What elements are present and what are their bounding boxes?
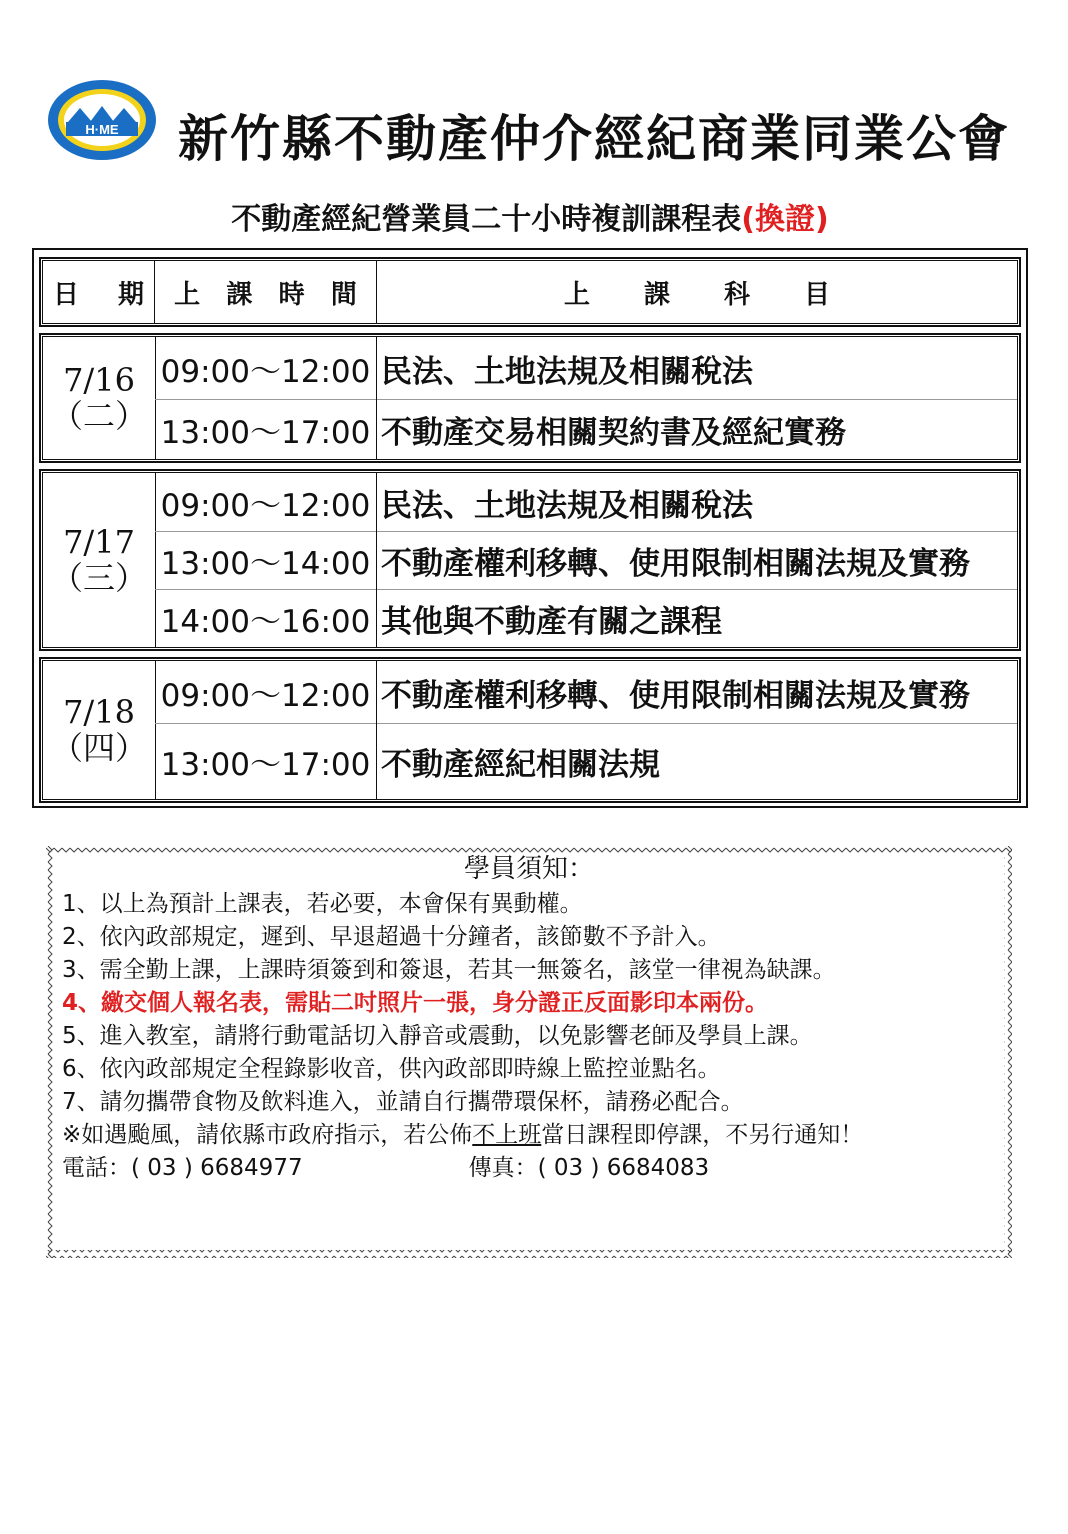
date-label: 7/16 <box>63 361 135 399</box>
header-time <box>155 261 377 323</box>
weekday-label: （四） <box>50 729 147 767</box>
date-cell <box>43 473 156 647</box>
table-row <box>155 399 1017 459</box>
table-row <box>155 589 1017 647</box>
session-time: 09:00～12:00 <box>155 661 377 723</box>
table-row <box>155 531 1017 589</box>
weekday-label: （二） <box>50 397 147 435</box>
date-label: 7/17 <box>63 523 135 561</box>
notice-item: 6、依內政部規定全程錄影收音，供內政部即時線上監控並點名。 <box>62 1056 721 1082</box>
org-title: 新竹縣不動產仲介經紀商業同業公會 <box>178 110 1010 168</box>
association-house-logo-icon <box>46 78 158 162</box>
session-subject: 其他與不動產有關之課程 <box>381 603 722 640</box>
notice-item: 5、進入教室，請將行動電話切入靜音或震動，以免影響老師及學員上課。 <box>62 1023 813 1049</box>
header-time-char: 上 <box>174 279 201 310</box>
typhoon-notice <box>62 1119 863 1152</box>
header-subject-char: 上 <box>563 279 590 310</box>
header-date <box>43 261 155 323</box>
date-cell <box>43 337 156 459</box>
session-subject: 民法、土地法規及相關稅法 <box>381 353 753 390</box>
schedule-table <box>32 248 1028 808</box>
notice-item: 1、以上為預計上課表，若必要，本會保有異動權。 <box>62 891 583 917</box>
session-subject: 不動產經紀相關法規 <box>381 746 660 783</box>
subtitle-red-text: (換證) <box>741 202 829 237</box>
header-date-char: 日 <box>53 279 80 310</box>
header-time-char: 間 <box>330 279 357 310</box>
notice-title: 學員須知： <box>463 854 594 884</box>
session-time: 09:00～12:00 <box>155 337 377 399</box>
header-subject-char: 科 <box>723 279 750 310</box>
notice-item-highlight: 4、繳交個人報名表，需貼二吋照片一張，身分證正反面影印本兩份。 <box>62 990 769 1016</box>
page-title <box>0 198 1060 242</box>
header-subject <box>377 261 1017 323</box>
session-time: 13:00～17:00 <box>155 399 377 459</box>
session-time: 13:00～17:00 <box>155 723 377 799</box>
weekday-label: （三） <box>50 559 147 597</box>
typhoon-text: ※如遇颱風，請依縣市政府指示，若公佈 <box>62 1122 473 1148</box>
notice-item: 2、依內政部規定，遲到、早退超過十分鐘者，該節數不予計入。 <box>62 924 721 950</box>
table-header-row <box>40 258 1020 326</box>
typhoon-text: 當日課程即停課，不另行通知！ <box>541 1122 864 1148</box>
session-time: 13:00～14:00 <box>155 531 377 589</box>
fax-number: 傳真：( 03 ) 6684083 <box>468 1155 710 1181</box>
logo-text: H·ME <box>85 122 119 137</box>
date-cell <box>43 661 156 799</box>
day-block-0716 <box>40 334 1020 462</box>
table-row <box>155 473 1017 531</box>
header-date-char: 期 <box>117 279 144 310</box>
notice-item: 7、請勿攜帶食物及飲料進入，並請自行攜帶環保杯，請務必配合。 <box>62 1089 744 1115</box>
header-time-char: 課 <box>226 279 253 310</box>
notice-item: 3、需全勤上課，上課時須簽到和簽退，若其一無簽名，該堂一律視為缺課。 <box>62 957 836 983</box>
session-subject: 不動產交易相關契約書及經紀實務 <box>381 414 846 451</box>
table-row <box>155 723 1017 799</box>
typhoon-underlined: 不上班 <box>472 1122 542 1148</box>
day-block-0717 <box>40 470 1020 650</box>
session-subject: 不動產權利移轉、使用限制相關法規及實務 <box>381 677 970 714</box>
session-time: 14:00～16:00 <box>155 589 377 647</box>
header-time-char: 時 <box>278 279 305 310</box>
notice-box <box>46 846 1012 1258</box>
session-subject: 民法、土地法規及相關稅法 <box>381 487 753 524</box>
notice-list <box>62 888 863 1185</box>
session-time: 09:00～12:00 <box>155 473 377 531</box>
header-subject-char: 目 <box>803 279 830 310</box>
table-row <box>155 661 1017 723</box>
table-row <box>155 337 1017 399</box>
session-subject: 不動產權利移轉、使用限制相關法規及實務 <box>381 545 970 582</box>
date-label: 7/18 <box>63 693 135 731</box>
phone-number: 電話：( 03 ) 6684977 <box>62 1155 303 1181</box>
header-subject-char: 課 <box>643 279 670 310</box>
day-block-0718 <box>40 658 1020 802</box>
contact-info <box>62 1152 863 1185</box>
subtitle-text: 不動產經紀營業員二十小時複訓課程表 <box>231 202 742 237</box>
